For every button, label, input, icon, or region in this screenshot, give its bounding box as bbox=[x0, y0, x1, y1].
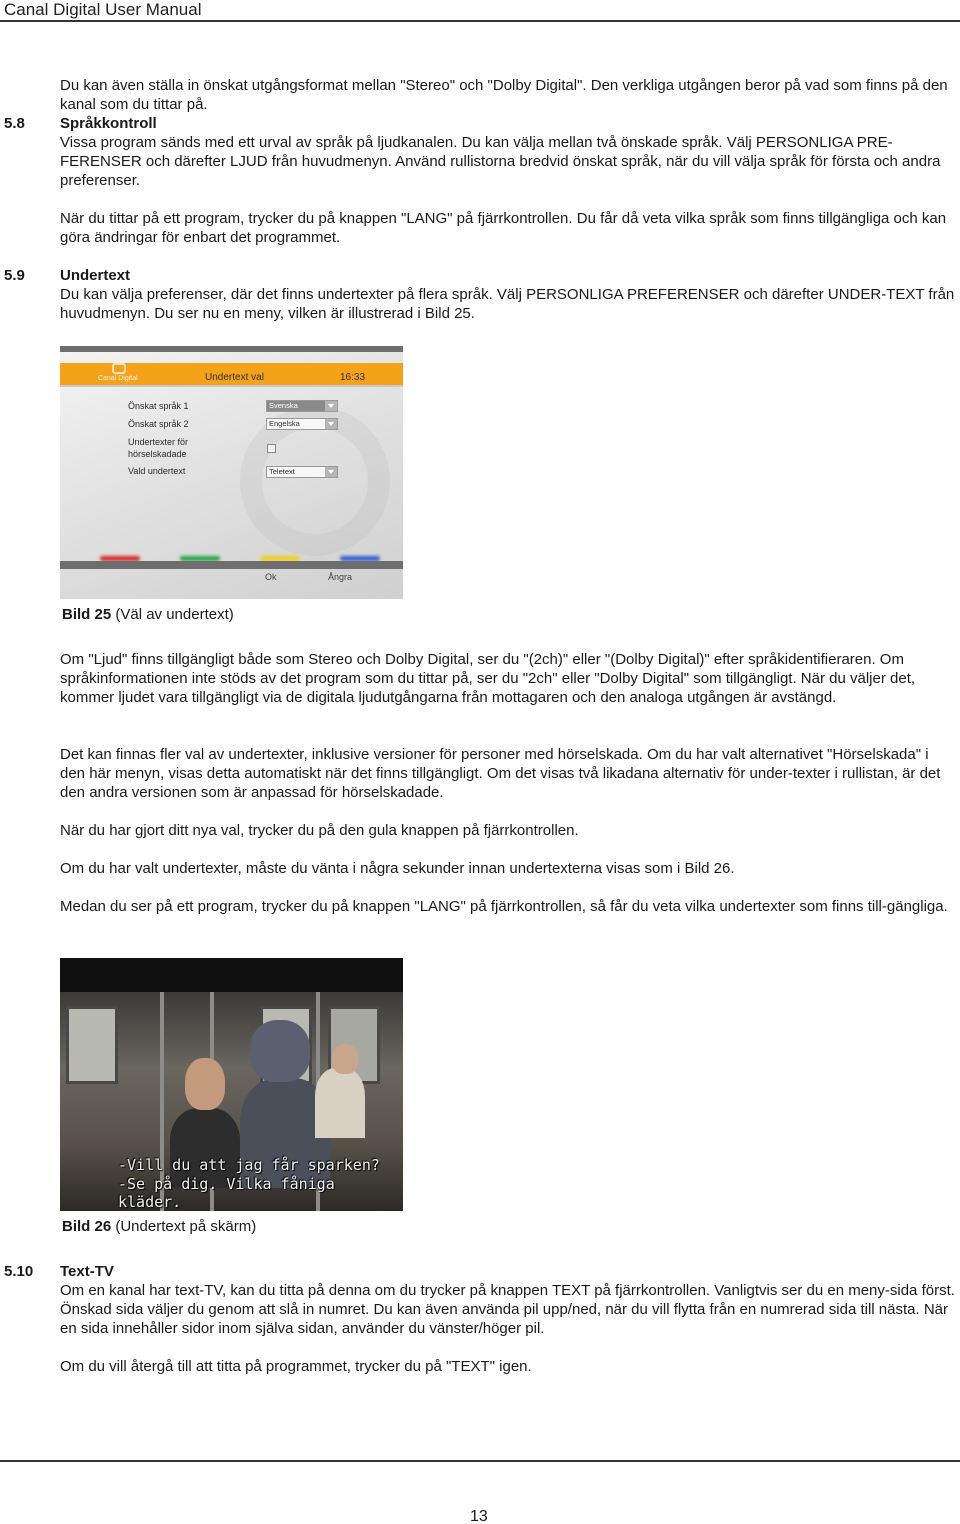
menu-label-hearing-impaired: Undertexter för hörselskadade bbox=[128, 437, 189, 459]
section-number-5-9: 5.9 bbox=[4, 267, 25, 284]
language-1-value: Svenska bbox=[269, 401, 298, 410]
menu-title: Undertext val bbox=[205, 372, 264, 383]
language-2-value: Engelska bbox=[269, 419, 300, 428]
body-paragraph-wait: Om du har valt undertexter, måste du vänta i några sekunder innan undertexterna visas som i Bild 26. bbox=[60, 860, 735, 877]
woman-face-image bbox=[185, 1058, 225, 1110]
cancel-button[interactable]: Ångra bbox=[328, 572, 353, 582]
section-5-8-paragraph-2: När du tittar på ett program, trycker du på knappen "LANG" på fjärrkontrollen. Du får då veta vilka språk som finns tillgängliga och kan göra ändringar för enbart det programmet. bbox=[60, 210, 947, 246]
subtitle-line-2: -Se på dig. Vilka fåniga kläder. bbox=[118, 1175, 335, 1211]
language-2-dropdown[interactable] bbox=[266, 418, 338, 430]
menu-clock: 16:33 bbox=[340, 372, 366, 383]
figure-25-subtitle-menu bbox=[60, 346, 403, 599]
page-number: 13 bbox=[470, 1508, 488, 1524]
figure-26-caption bbox=[62, 1217, 256, 1236]
section-number-5-8: 5.8 bbox=[4, 115, 25, 132]
menu-top-stripe bbox=[60, 346, 403, 352]
section-5-10-paragraph-1: Om en kanal har text-TV, kan du titta på denna om du trycker på knappen TEXT på fjärrkontrollen. Vanligtvis ser du en meny-sida först. Önskad sida väljer du genom att slå in numret. Du kan även använda pil upp/ned, när du vill flytta från en numrerad sida till nästa. När en sida innehåller sidor inom själva sidan, använder du vänster/höger pil. bbox=[60, 1282, 955, 1337]
man-figure-image bbox=[315, 1068, 365, 1138]
chevron-down-icon bbox=[325, 419, 337, 429]
header-divider bbox=[0, 20, 960, 22]
section-title-text-tv: Text-TV bbox=[60, 1263, 114, 1280]
language-1-dropdown[interactable] bbox=[266, 400, 338, 412]
menu-label-language-1: Önskat språk 1 bbox=[128, 401, 189, 411]
subtitle-line-1: -Vill du att jag får sparken? bbox=[118, 1156, 380, 1174]
hearing-impaired-checkbox[interactable] bbox=[267, 444, 276, 453]
ok-button[interactable]: Ok bbox=[265, 572, 277, 582]
figure-25-caption bbox=[62, 605, 234, 624]
figure-25-caption-text: (Väl av undertext) bbox=[111, 606, 234, 623]
page-header-title: Canal Digital User Manual bbox=[4, 0, 202, 19]
brand-label: Canal Digital bbox=[98, 375, 138, 382]
chevron-down-icon bbox=[325, 467, 337, 477]
selected-subtitle-dropdown[interactable] bbox=[266, 466, 338, 478]
menu-label-language-2: Önskat språk 2 bbox=[128, 419, 189, 429]
mascot-head-image bbox=[250, 1020, 310, 1082]
body-paragraph-yellow-button: När du har gjort ditt nya val, trycker du på den gula knappen på fjärrkontrollen. bbox=[60, 822, 579, 839]
menu-header-divider bbox=[60, 385, 403, 387]
figure-25-caption-label: Bild 25 bbox=[62, 606, 112, 623]
footer-divider bbox=[0, 1460, 960, 1462]
section-title-undertext: Undertext bbox=[60, 267, 131, 284]
section-5-9-paragraph-1: Du kan välja preferenser, där det finns undertexter på flera språk. Välj PERSONLIGA PREFERENSER och därefter UNDER-TEXT från huvudmenyn. Du ser nu en meny, vilken är illustrerad i Bild 25. bbox=[60, 286, 955, 322]
menu-label-selected-subtitle: Vald undertext bbox=[128, 466, 186, 476]
canal-digital-logo-icon bbox=[112, 363, 126, 374]
figure-26-caption-text: (Undertext på skärm) bbox=[111, 1218, 257, 1235]
section-5-8-paragraph-1: Vissa program sänds med ett urval av språk på ljudkanalen. Du kan välja mellan två önskade språk. Välj PERSONLIGA PRE-FERENSER och därefter LJUD från huvudmenyn. Använd rullistorna bredvid önskat språk, när du vill välja språk för första och andra preferenser. bbox=[60, 134, 941, 189]
figure-26-caption-label: Bild 26 bbox=[62, 1218, 112, 1235]
body-paragraph-audio: Om "Ljud" finns tillgängligt både som Stereo och Dolby Digital, ser du "(2ch)" eller "(Dolby Digital)" efter språkidentifieraren. Om språkinformationen inte stöds av det program som du tittar på, ser du "2ch" eller "Dolby Digital" som tillgängligt. När du väljer det, kommer ljudet vara tillgängligt via de digitala ljudutgångarna från mottagaren och den analoga utgången är avstängd. bbox=[60, 651, 916, 706]
section-5-10-paragraph-2: Om du vill återgå till att titta på programmet, trycker du på "TEXT" igen. bbox=[60, 1358, 532, 1375]
figure-26-tv-screen bbox=[60, 958, 403, 1211]
chevron-down-icon bbox=[325, 401, 337, 411]
intro-paragraph: Du kan även ställa in önskat utgångsformat mellan "Stereo" och "Dolby Digital". Den verkliga utgången beror på vad som finns på den kanal som du tittar på. bbox=[60, 77, 948, 113]
selected-subtitle-value: Teletext bbox=[269, 467, 295, 476]
body-paragraph-subtitle-options: Det kan finnas fler val av undertexter, inklusive versioner för personer med hörselskada. Om du har valt alternativet "Hörselskada" i den här menyn, visas detta automatiskt när det finns tillgängligt. Om det visas två likadana alternativ för under-texter i rullistan, är det den andra versionen som är anpassad för hörselskadade. bbox=[60, 746, 941, 801]
section-number-5-10: 5.10 bbox=[4, 1263, 34, 1280]
menu-bottom-stripe bbox=[60, 561, 403, 569]
section-title-sprakkontroll: Språkkontroll bbox=[60, 115, 157, 132]
body-paragraph-lang-button: Medan du ser på ett program, trycker du på knappen "LANG" på fjärrkontrollen, så får du veta vilka undertexter som finns till-gängliga. bbox=[60, 898, 948, 915]
train-window-image bbox=[66, 1006, 118, 1084]
man-face-image bbox=[332, 1044, 358, 1074]
